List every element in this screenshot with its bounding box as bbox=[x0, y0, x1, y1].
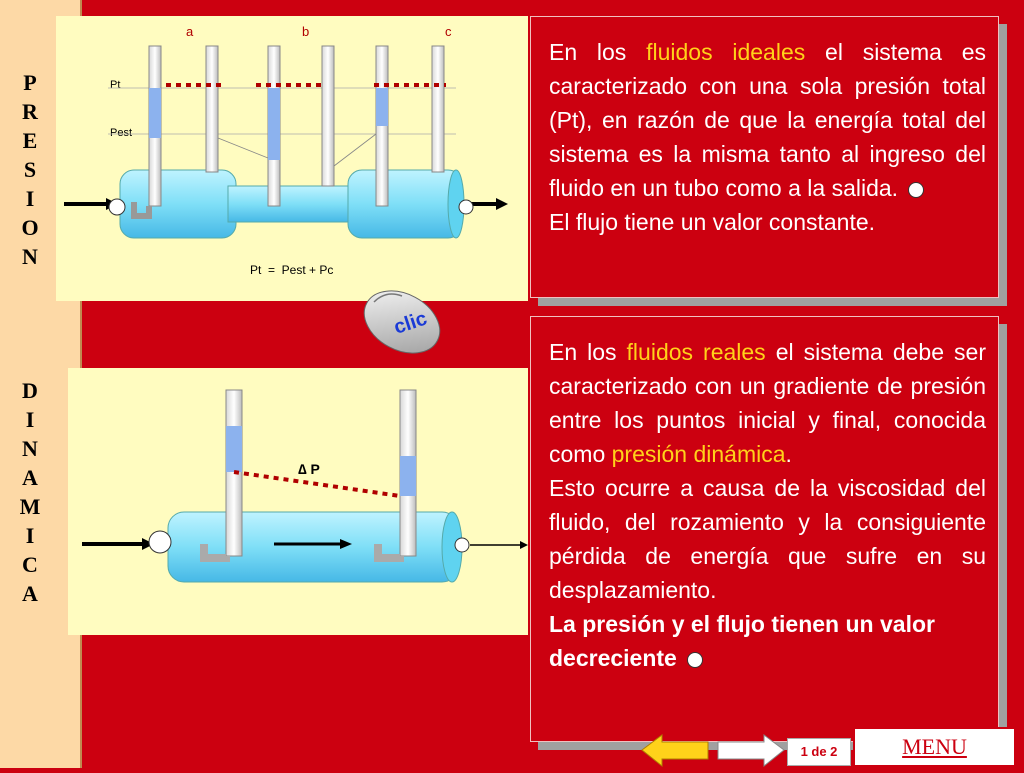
formula: Pt = Pest + Pc bbox=[250, 263, 334, 277]
next-dot-1[interactable] bbox=[908, 182, 924, 198]
title-presion: P R E S I O N bbox=[21, 70, 39, 269]
next-arrow-button[interactable] bbox=[716, 733, 786, 768]
real-fluid-svg bbox=[68, 368, 528, 635]
label-b: b bbox=[302, 24, 310, 39]
delta-p-label: ∆ P bbox=[298, 461, 320, 477]
ideal-fluid-diagram bbox=[56, 16, 528, 301]
pipe-middle bbox=[228, 186, 354, 222]
label-pt: Pt bbox=[110, 79, 121, 91]
arrow-left-icon bbox=[640, 733, 710, 768]
label-c: c bbox=[445, 24, 452, 39]
ideal-fluids-text: En los fluidos ideales el sistema es caracterizado con una sola presión total (Pt), en razón de que la energía total del sistema es la misma tanto al ingreso del fluido en un tubo como a la salida. El flujo tiene un valor constante. bbox=[530, 16, 999, 298]
next-dot-2[interactable] bbox=[687, 652, 703, 668]
arrow-right-icon bbox=[716, 733, 786, 768]
label-a: a bbox=[186, 24, 194, 39]
mouse-icon bbox=[356, 282, 448, 358]
clic-button[interactable] bbox=[356, 282, 448, 358]
ideal-fluid-svg bbox=[56, 16, 528, 301]
menu-button[interactable]: MENU bbox=[853, 727, 1016, 767]
label-pest: Pest bbox=[110, 127, 133, 139]
pipe-right bbox=[348, 170, 462, 238]
real-fluids-text: En los fluidos reales el sistema debe ser caracterizado con un gradiente de presión entre los puntos inicial y final, conocida como presión dinámica. Esto ocurre a causa de la viscosidad del fluido, del rozamiento y la consiguiente pérdida de energía que sufre en su desplazamiento. La presión y el flujo tienen un valor decreciente bbox=[530, 316, 999, 742]
clic-label: clic bbox=[391, 307, 430, 339]
prev-arrow-button[interactable] bbox=[640, 733, 710, 768]
pipe-left bbox=[120, 170, 236, 238]
page-indicator: 1 de 2 bbox=[787, 738, 851, 766]
title-dinamica: D I N A M I C A bbox=[19, 378, 41, 606]
real-fluid-diagram bbox=[68, 368, 528, 635]
